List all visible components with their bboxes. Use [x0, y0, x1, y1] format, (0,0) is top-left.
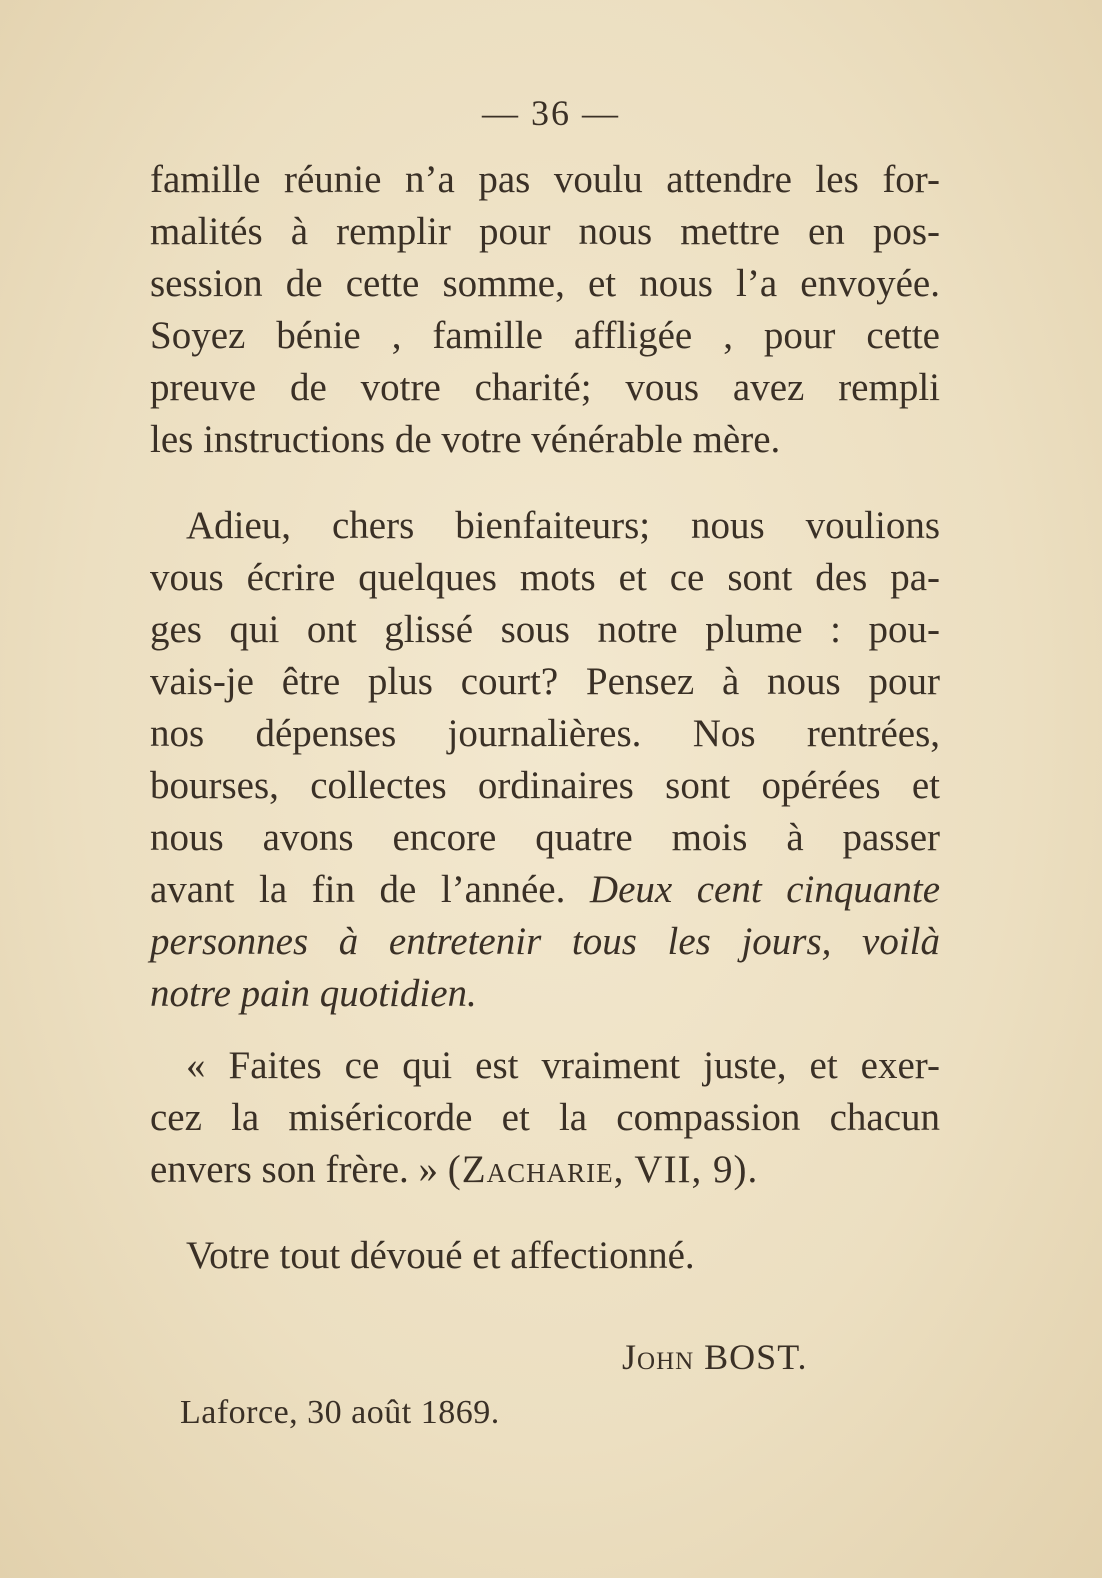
paragraph-3-quote [150, 1040, 940, 1196]
text-line: Soyez bénie , famille affligée , pour cette [150, 314, 940, 357]
text-line: bourses, collectes ordinaires sont opérées et [150, 764, 940, 807]
text-line: preuve de votre charité; vous avez rempli [150, 366, 940, 409]
text-line: cez la miséricorde et la compassion chacun [150, 1096, 940, 1139]
text-line: vous écrire quelques mots et ce sont des pa- [150, 556, 940, 599]
dateline: Laforce, 30 août 1869. [180, 1394, 500, 1431]
text-line-mixed [150, 864, 940, 916]
text-line: « Faites ce qui est vraiment juste, et exer- [186, 1044, 940, 1087]
text-italic: Deux cent cinquante [589, 868, 940, 911]
text-plain: avant la fin de l’année. [150, 868, 566, 911]
text-line: nos dépenses journalières. Nos rentrées, [150, 712, 940, 755]
text-line-italic: notre pain quotidien. [150, 972, 477, 1015]
text-line: vais-je être plus court? Pensez à nous pour [150, 660, 940, 703]
signature: John BOST. [622, 1337, 808, 1377]
bible-reference: (Zacharie, VII, 9). [447, 1148, 759, 1191]
text-line: famille réunie n’a pas voulu attendre les for- [150, 158, 940, 201]
page-number: — 36 — [482, 93, 620, 133]
text-line: ges qui ont glissé sous notre plume : pou- [150, 608, 940, 651]
quote-end: envers son frère. » [150, 1148, 439, 1191]
paragraph-1 [150, 154, 940, 466]
text-line: les instructions de votre vénérable mère. [150, 418, 781, 461]
text-line: malités à remplir pour nous mettre en pos- [150, 210, 940, 253]
closing-line: Votre tout dévoué et affectionné. [186, 1234, 695, 1277]
text-line-with-reference [150, 1144, 940, 1196]
text-line: nous avons encore quatre mois à passer [150, 816, 940, 859]
text-line: Adieu, chers bienfaiteurs; nous voulions [186, 504, 940, 547]
text-line: session de cette somme, et nous l’a envoyée. [150, 262, 940, 305]
paragraph-2 [150, 500, 940, 1020]
text-line-italic: personnes à entretenir tous les jours, voilà [150, 920, 940, 963]
